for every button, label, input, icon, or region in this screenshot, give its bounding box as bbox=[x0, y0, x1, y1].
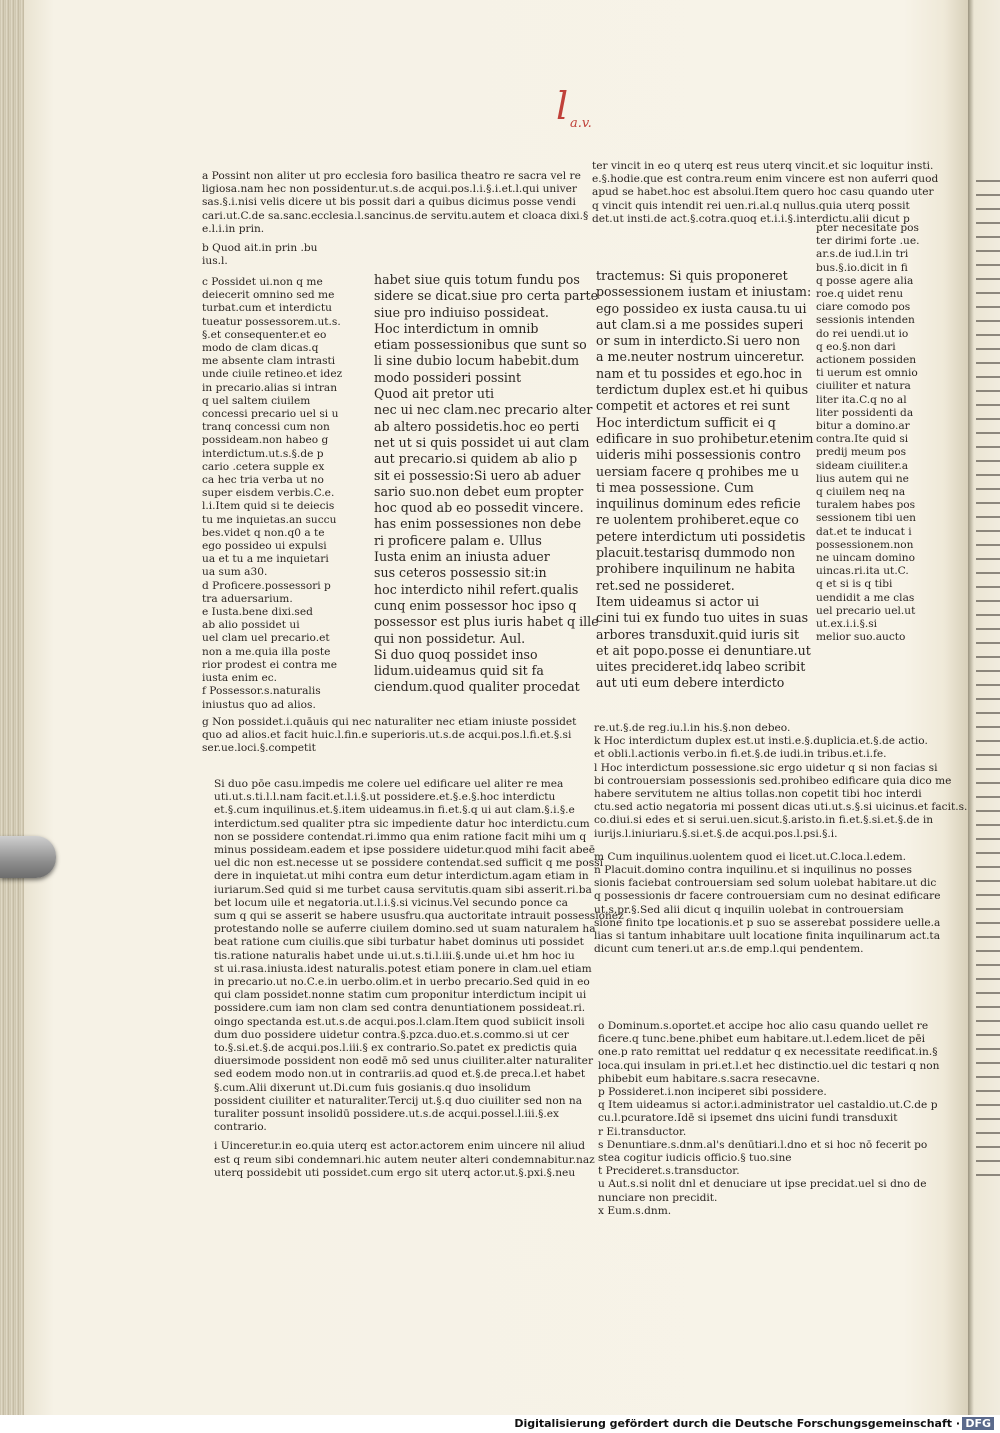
folio-sub: a.v. bbox=[570, 116, 592, 131]
text-line: phibebit eum habitare.s.sacra resecavne. bbox=[598, 1072, 820, 1085]
text-line: ut.ex.i.i.§.si bbox=[816, 618, 878, 631]
facing-line bbox=[976, 1048, 1000, 1050]
text-line: et ait popo.posse ei denuntiare.ut bbox=[596, 642, 811, 658]
facing-line bbox=[976, 180, 1000, 182]
text-line: terdictum duplex est.et hi quibus bbox=[596, 382, 809, 398]
gloss-line: apud se habet.hoc est absolui.Item quero hoc casu quando uter bbox=[592, 186, 934, 199]
text-line: bitur a domino.ar bbox=[816, 420, 910, 433]
text-column-a bbox=[374, 272, 599, 696]
text-line: ti uerum est omnio bbox=[816, 367, 918, 380]
facing-line bbox=[976, 908, 1000, 910]
text-line: cini tui ex fundo tuo uites in suas bbox=[596, 610, 809, 626]
text-line: re uolentem prohiberet.eque co bbox=[596, 512, 799, 528]
text-line: ut.s.pr.§.Sed alii dicut q inquilin uolebat in controuersiam bbox=[594, 903, 904, 916]
facing-line bbox=[976, 250, 1000, 252]
text-line: tis.ratione naturalis habet unde ui.ut.s.ti.l.iii.§.unde ui.et hm hoc iu bbox=[214, 949, 575, 962]
text-line: §.et consequenter.et eo bbox=[202, 328, 327, 341]
text-line: beat ratione cum ciuilis.que sibi turbatur habet dominus uti possidet bbox=[214, 936, 584, 949]
text-line: t Precideret.s.transductor. bbox=[598, 1165, 740, 1178]
text-line: x Eum.s.dnm. bbox=[598, 1204, 672, 1217]
text-line: rior prodest ei contra me bbox=[202, 658, 338, 671]
text-line: sideam ciuiliter.a bbox=[816, 459, 909, 472]
text-line: tractemus: Si quis proponeret bbox=[596, 268, 788, 283]
text-line: sum q qui se asserit se habere ususfru.qua auctoritate intrauit possessionez bbox=[214, 910, 624, 923]
text-line: co.diui.si edes et si serui.uen.sicut.§.aristo.in fi.et.§.si.et.§.de in bbox=[594, 814, 934, 827]
facing-line bbox=[976, 418, 1000, 420]
facing-line bbox=[976, 446, 1000, 448]
facing-line bbox=[976, 320, 1000, 322]
facing-line bbox=[976, 726, 1000, 728]
facing-line bbox=[976, 194, 1000, 196]
text-line: quo ad alios.et facit huic.l.fin.e superioris.ut.s.de acqui.pos.l.fi.et.§.si bbox=[202, 728, 572, 741]
gloss-line: det.ut insti.de act.§.cotra.quoq et.i.i.§.interdictu.alii dicut p bbox=[592, 212, 910, 225]
facing-line bbox=[976, 404, 1000, 406]
text-line: sit ei possessio:Si uero ab aduer bbox=[374, 467, 581, 483]
text-line: ego possideo ui expulsi bbox=[202, 540, 327, 553]
text-line: interdictum.ut.s.§.de p bbox=[202, 447, 324, 460]
facing-line bbox=[976, 768, 1000, 770]
text-line: protestando nolle se auferre ciuilem domino.sed ut suam naturalem ha bbox=[214, 923, 596, 936]
text-line: me absente clam intrasti bbox=[202, 355, 336, 368]
text-line: aut uti eum debere interdicto bbox=[596, 675, 785, 691]
text-line: uendidit a me clas bbox=[816, 591, 915, 604]
text-line: f Possessor.s.naturalis bbox=[202, 685, 321, 698]
text-line: q eo.§.non dari bbox=[816, 340, 896, 353]
text-line: Iusta enim an iniusta aduer bbox=[374, 549, 550, 565]
text-line: interdictum.sed qualiter ptra sic impediente datur hoc interdictu.cum bbox=[214, 817, 590, 830]
text-line: ne uincam domino bbox=[816, 552, 915, 565]
text-line: sario suo.non debet eum propter bbox=[374, 483, 584, 499]
text-line: melior suo.aucto bbox=[816, 631, 906, 644]
facing-line bbox=[976, 572, 1000, 574]
text-line: ca hec tria verba ut no bbox=[202, 474, 324, 487]
text-line: ua et tu a me inquietari bbox=[202, 553, 329, 566]
text-line: dicunt cum teneri.ut ar.s.de emp.l.qui pendentem. bbox=[594, 943, 864, 956]
text-line: bes.videt q non.q0 a te bbox=[202, 526, 325, 539]
text-line: Quod ait pretor uti bbox=[374, 386, 495, 402]
text-line: possessionem iustam et iniustam: bbox=[596, 284, 812, 300]
facing-line bbox=[976, 614, 1000, 616]
text-line: possident ciuiliter et naturaliter.Tercij ut.§.q duo ciuiliter sed non na bbox=[214, 1094, 583, 1107]
text-line: prohibere inquilinum ne habita bbox=[596, 561, 796, 577]
text-line: super eisdem verbis.C.e. bbox=[202, 487, 335, 500]
text-line: turalem habes pos bbox=[816, 499, 916, 512]
facing-line bbox=[976, 348, 1000, 350]
text-line: tu me inquietas.an succu bbox=[202, 513, 337, 526]
text-line: bus.§.io.dicit in fi bbox=[816, 261, 908, 274]
text-line: modo de clam dicas.q bbox=[202, 342, 319, 355]
gloss-top-left bbox=[202, 170, 589, 268]
footer-credit: Digitalisierung gefördert durch die Deutsche Forschungsgemeinschaft · bbox=[514, 1417, 960, 1430]
text-line: qui clam possidet.nonne statim cum proponitur interdictum incipit ui bbox=[214, 989, 587, 1002]
text-line: uel clam uel precario.et bbox=[202, 632, 330, 645]
text-line: bi controuersiam possessionis sed.prohibeo edificare quia dico me bbox=[594, 774, 952, 787]
gloss-bottom-left bbox=[214, 778, 624, 1180]
text-line: re.ut.§.de reg.iu.l.in his.§.non debeo. bbox=[594, 722, 791, 734]
facing-line bbox=[976, 1118, 1000, 1120]
text-line: q et si is q tibi bbox=[816, 578, 893, 591]
text-line: cunq enim possessor hoc ipso q bbox=[374, 597, 577, 613]
text-line: oingo spectanda est.ut.s.de acqui.pos.l.clam.Item quod subiicit insoli bbox=[214, 1015, 585, 1028]
text-line: uincas.ri.ita ut.C. bbox=[816, 565, 909, 578]
text-line: Si duo pōe casu.impedis me colere uel edificare uel aliter re mea bbox=[214, 778, 564, 790]
facing-line bbox=[976, 334, 1000, 336]
text-line: ser.ue.loci.§.competit bbox=[202, 742, 316, 755]
text-line: ret.sed ne possideret. bbox=[596, 577, 735, 593]
text-line: or sum in interdicto.Si uero non bbox=[596, 333, 801, 349]
text-line: roe.q uidet renu bbox=[816, 288, 904, 301]
facing-line bbox=[976, 1160, 1000, 1162]
text-line: diuersimode possident non eodē mō sed unus ciuiliter.alter naturaliter bbox=[214, 1055, 594, 1068]
text-line: modo possideri possint bbox=[374, 369, 522, 385]
facing-line bbox=[976, 950, 1000, 952]
facing-line bbox=[976, 670, 1000, 672]
facing-line bbox=[976, 586, 1000, 588]
text-line: cu.l.pcuratore.Idē si ipsemet dns uicini fundi transduxit bbox=[598, 1112, 898, 1125]
facing-line bbox=[976, 992, 1000, 994]
text-line: liter ita.C.q no al bbox=[816, 393, 907, 406]
facing-line bbox=[976, 432, 1000, 434]
facing-line bbox=[976, 236, 1000, 238]
text-line: Item uideamus si actor ui bbox=[596, 593, 759, 609]
facing-line bbox=[976, 600, 1000, 602]
text-line: iuriarum.Sed quid si me turbet causa servitutis.quam sibi asserit.ri.ba bbox=[214, 883, 592, 896]
text-line: nec ui nec clam.nec precario alter bbox=[374, 402, 593, 418]
gloss-bottom-right bbox=[598, 1020, 938, 1218]
text-line: l.i.Item quid si te deiecis bbox=[202, 500, 335, 513]
text-line: in precario.ut no.C.e.in uerbo.olim.et in uerbo precario.Sed quid in eo bbox=[214, 976, 590, 989]
text-line: est q reum sibi condemnari.hic autem neuter alteri condemnabitur.naz bbox=[214, 1153, 595, 1166]
text-line: Hoc interdictum sufficit ei q bbox=[596, 414, 776, 430]
gloss-line: ligiosa.nam hec non possidentur.ut.s.de acqui.pos.l.i.§.i.et.l.qui univer bbox=[202, 183, 577, 196]
facing-line bbox=[976, 1062, 1000, 1064]
text-line: unde ciuile retineo.et idez bbox=[202, 368, 343, 381]
facing-line bbox=[976, 642, 1000, 644]
facing-line bbox=[976, 964, 1000, 966]
facing-line bbox=[976, 306, 1000, 308]
text-line: iurijs.l.iniuriaru.§.si.et.§.de acqui.pos.l.psi.§.i. bbox=[594, 827, 838, 840]
text-line: contrario. bbox=[214, 1121, 267, 1134]
text-line: ctu.sed actio negatoria mi possent dicas uti.ut.s.§.si uicinus.et facit.s. bbox=[594, 801, 968, 814]
facing-line bbox=[976, 796, 1000, 798]
text-line: sionis faciebat controuersiam sed solum uolebat habitare.ut dic bbox=[594, 877, 937, 890]
gloss-line: a Possint non aliter ut pro ecclesia foro basilica theatro re sacra vel re bbox=[202, 170, 581, 182]
gloss-mid-right bbox=[594, 722, 968, 956]
facing-line bbox=[976, 558, 1000, 560]
text-line: edificare in suo prohibetur.etenim bbox=[596, 430, 814, 446]
folio-mark bbox=[544, 84, 624, 140]
text-line: u Aut.s.si nolit dnl et denuciare ut ipse precidat.uel si dno de bbox=[598, 1178, 927, 1191]
gloss-line: cari.ut.C.de sa.sanc.ecclesia.l.sancinus.de servitu.autem et cloaca dixi.§ bbox=[202, 209, 589, 222]
text-line: p Possideret.i.non inciperet sibi possidere. bbox=[598, 1086, 827, 1099]
text-line: hoc interdicto nihil refert.qualis bbox=[374, 581, 579, 597]
text-line: d Proficere.possessori p bbox=[202, 579, 331, 592]
text-line: has enim possessiones non debe bbox=[374, 516, 582, 532]
facing-line bbox=[976, 628, 1000, 630]
gloss-line: ius.l. bbox=[202, 255, 228, 268]
facing-line bbox=[976, 1090, 1000, 1092]
text-line: pter necesitate pos bbox=[816, 222, 919, 234]
text-line: q uel saltem ciuilem bbox=[202, 394, 311, 407]
text-line: tranq concessi cum non bbox=[202, 421, 330, 434]
page-clip bbox=[0, 836, 56, 878]
text-line: habere servitutem ne altius tollas.non copetit tibi hoc interdi bbox=[594, 788, 922, 801]
text-line: inquilinus dominum edes reficie bbox=[596, 496, 801, 512]
facing-line bbox=[976, 502, 1000, 504]
text-line: l Hoc interdictum possessione.sic ergo uidetur q si non facias si bbox=[594, 761, 938, 774]
text-line: cario .cetera supple ex bbox=[202, 460, 325, 473]
text-line: ficere.q tunc.bene.phibet eum habitare.ut.l.edem.licet de pēi bbox=[598, 1033, 925, 1046]
text-line: sed eodem modo non.ut in contrariis.ad quod et.§.de preca.l.et habet bbox=[214, 1068, 586, 1081]
text-line: in precario.alias si intran bbox=[202, 381, 338, 394]
footer-bar bbox=[0, 1415, 1000, 1433]
text-line: ab altero possidetis.hoc eo perti bbox=[374, 418, 580, 434]
facing-line bbox=[976, 208, 1000, 210]
text-line: sidere se dicat.siue pro certa parte bbox=[374, 288, 599, 304]
text-line: ciuiliter et natura bbox=[816, 380, 911, 393]
facing-line bbox=[976, 754, 1000, 756]
text-line: etiam possessionibus que sunt so bbox=[374, 337, 587, 353]
facing-line bbox=[976, 530, 1000, 532]
text-line: c Possidet ui.non q me bbox=[202, 276, 323, 288]
facing-line bbox=[976, 516, 1000, 518]
text-line: possidere.cum iam non clam sed contra denuntiationem possideat.ri. bbox=[214, 1002, 586, 1015]
text-line: stea cogitur iudicis officio.§ tuo.sine bbox=[598, 1152, 792, 1165]
text-line: non a me.quia illa poste bbox=[202, 645, 331, 658]
facing-line bbox=[976, 362, 1000, 364]
text-line: habet siue quis totum fundu pos bbox=[374, 272, 580, 287]
text-line: one.p rato remittat uel reddatur q ex necessitate reedificat.in.§ bbox=[598, 1046, 938, 1059]
text-line: ter dirimi forte .ue. bbox=[816, 235, 920, 248]
gloss-line: b Quod ait.in prin .bu bbox=[202, 242, 318, 255]
facing-line bbox=[976, 894, 1000, 896]
text-line: liter possidenti da bbox=[816, 406, 914, 419]
facing-line bbox=[976, 1132, 1000, 1134]
text-line: uti.ut.s.ti.l.l.nam facit.et.l.i.§.ut possidere.et.§.e.§.hoc interdictu bbox=[214, 791, 556, 804]
text-line: q possessionis dr facere controuersiam cum no desinat edificare bbox=[594, 890, 941, 903]
text-line: competit et actores et rei sunt bbox=[596, 398, 790, 414]
text-line: aut clam.si a me possides superi bbox=[596, 316, 804, 332]
text-line: possessionem.non bbox=[816, 538, 914, 551]
gloss-line: e.§.hodie.que est contra.reum enim vincere est non auferri quod bbox=[592, 173, 939, 186]
text-line: r Ei.transductor. bbox=[598, 1125, 687, 1138]
text-line: siue pro indiuiso possideat. bbox=[374, 304, 549, 320]
text-line: m Cum inquilinus.uolentem quod ei licet.ut.C.loca.l.edem. bbox=[594, 850, 906, 863]
facing-line bbox=[976, 712, 1000, 714]
facing-line bbox=[976, 376, 1000, 378]
text-line: n Placuit.domino contra inquilinu.et si inquilinus no posses bbox=[594, 864, 912, 877]
text-line: turaliter possunt insolidū possidere.ut.s.de acqui.possel.l.iii.§.ex bbox=[214, 1108, 559, 1121]
facing-line bbox=[976, 1020, 1000, 1022]
text-line: i Uinceretur.in eo.quia uterq est actor.actorem enim uincere nil aliud bbox=[214, 1140, 586, 1153]
text-line: aut precario.si quidem ab alio p bbox=[374, 451, 578, 467]
text-line: sus ceteros possessio sit:in bbox=[374, 565, 547, 581]
text-line: uideris mihi possessionis contro bbox=[596, 447, 801, 463]
text-line: li sine dubio locum habebit.dum bbox=[374, 353, 580, 369]
text-line: o Dominum.s.oportet.et accipe hoc alio casu quando uellet re bbox=[598, 1020, 929, 1032]
facing-line bbox=[976, 222, 1000, 224]
text-line: uel precario uel.ut bbox=[816, 604, 916, 617]
text-line: non se possidere contendat.ri.immo qua enim ratione facit mihi um q bbox=[214, 830, 587, 843]
text-line: ri proficere palam e. Ullus bbox=[374, 532, 542, 548]
facing-line bbox=[976, 740, 1000, 742]
text-line: ab alio possidet ui bbox=[202, 619, 300, 632]
text-line: bet locum uile et negatoria.ut.l.i.§.si vicinus.Vel secundo ponce ca bbox=[214, 896, 568, 909]
facing-line bbox=[976, 852, 1000, 854]
text-line: hoc quod ab eo possedit vincere. bbox=[374, 500, 584, 516]
text-line: ar.s.de iud.l.in tri bbox=[816, 248, 909, 261]
text-line: do rei uendi.ut io bbox=[816, 327, 909, 340]
text-line: sione finito tpe locationis.et p suo se asserebat possidere uelle.a bbox=[594, 916, 941, 929]
facing-line bbox=[976, 1034, 1000, 1036]
text-line: iusta enim ec. bbox=[202, 672, 278, 685]
facing-line bbox=[976, 866, 1000, 868]
facing-line bbox=[976, 474, 1000, 476]
facing-line bbox=[976, 390, 1000, 392]
text-line: uterq possidebit uti possidet.cum ergo sit uterq actor.ut.§.pxi.§.neu bbox=[214, 1166, 576, 1179]
text-line: actionem possiden bbox=[816, 354, 917, 367]
facing-line bbox=[976, 278, 1000, 280]
gloss-line: sas.§.i.nisi velis dicere ut bis possit dari a quibus dicimus posse vendi bbox=[202, 196, 576, 209]
facing-line bbox=[976, 782, 1000, 784]
facing-line bbox=[976, 810, 1000, 812]
facing-line bbox=[976, 488, 1000, 490]
text-line: to.§.si.et.§.de acqui.pos.l.iii.§ ex contrario.So.patet ex predictis quia bbox=[214, 1042, 578, 1055]
text-line: ciare comodo pos bbox=[816, 301, 911, 314]
facing-line bbox=[976, 1104, 1000, 1106]
text-line: e Iusta.bene dixi.sed bbox=[202, 606, 313, 619]
text-line: uites precideret.idq labeo scribit bbox=[596, 659, 806, 675]
text-line: uel dic non est.necesse ut se possidere contendat.sed sufficit q me possi bbox=[214, 857, 603, 870]
text-line: possideam.non habeo g bbox=[202, 434, 329, 447]
facing-line bbox=[976, 656, 1000, 658]
text-line: Si duo quoq possidet inso bbox=[374, 646, 538, 662]
text-column-b bbox=[596, 268, 814, 692]
facing-line bbox=[976, 838, 1000, 840]
gloss-top-right bbox=[592, 160, 939, 226]
text-line: q Item uideamus si actor.i.administrator uel castaldio.ut.C.de p bbox=[598, 1099, 938, 1112]
text-line: net ut si quis possidet ui aut clam bbox=[374, 434, 590, 450]
text-line: sessionis intenden bbox=[816, 314, 915, 327]
facing-line bbox=[976, 880, 1000, 882]
text-line: petere interdictum uti possidetis bbox=[596, 528, 806, 544]
text-line: k Hoc interdictum duplex est.ut insti.e.§.duplicia.et.§.de actio. bbox=[594, 735, 928, 748]
facing-line bbox=[976, 684, 1000, 686]
text-line: arbores transduxit.quid iuris sit bbox=[596, 626, 800, 642]
facing-line bbox=[976, 698, 1000, 700]
text-line: uersiam facere q prohibes me u bbox=[596, 463, 800, 479]
dfg-logo: DFG bbox=[962, 1417, 994, 1430]
text-line: sessionem tibi uen bbox=[816, 512, 916, 525]
text-line: g Non possidet.i.quāuis qui nec naturaliter nec etiam iniuste possidet bbox=[202, 715, 577, 728]
facing-line bbox=[976, 460, 1000, 462]
text-line: minus possideam.eadem et ipse possidere uidetur.quod mihi facit abeē bbox=[214, 844, 596, 857]
text-line: §.cum.Alii dixerunt ut.Di.cum fuis gosianis.q duo insolidum bbox=[214, 1081, 531, 1094]
text-line: concessi precario uel si u bbox=[202, 408, 339, 421]
gloss-line: ter vincit in eo q uterq est reus uterq vincit.et sic loquitur insti. bbox=[592, 160, 934, 172]
text-line: nunciare non precidit. bbox=[598, 1191, 718, 1204]
text-line: dere in inquietat.ut mihi contra eum detur interdictum.agam etiam in bbox=[214, 870, 589, 883]
facing-line bbox=[976, 1174, 1000, 1176]
text-line: q ciuilem neq na bbox=[816, 486, 906, 499]
text-line: nam et tu possides et ego.hoc in bbox=[596, 365, 803, 381]
text-line: ego possideo ex iusta causa.tu ui bbox=[596, 300, 807, 316]
gloss-right-column bbox=[816, 222, 926, 645]
text-line: turbat.cum et interdictu bbox=[202, 302, 332, 315]
text-line: placuit.testarisq dummodo non bbox=[596, 545, 796, 561]
text-line: lius autem qui ne bbox=[816, 472, 909, 485]
facing-page-edge bbox=[968, 0, 1000, 1415]
text-line: q posse agere alia bbox=[816, 274, 914, 287]
facing-line bbox=[976, 1076, 1000, 1078]
manuscript-page bbox=[24, 0, 969, 1415]
text-line: qui non possidetur. Aul. bbox=[374, 630, 526, 646]
facing-line bbox=[976, 292, 1000, 294]
gloss-line: e.l.i.in prin. bbox=[202, 222, 265, 235]
facing-line bbox=[976, 1006, 1000, 1008]
text-line: iniustus quo ad alios. bbox=[202, 698, 316, 711]
text-line: tueatur possessorem.ut.s. bbox=[202, 315, 341, 328]
folio-number: l bbox=[556, 84, 569, 128]
text-line: ua sum a30. bbox=[202, 566, 268, 579]
text-line: s Denuntiare.s.dnm.al's denūtiari.l.dno et si hoc nō fecerit po bbox=[598, 1138, 928, 1151]
text-line: contra.Ite quid si bbox=[816, 433, 909, 446]
facing-line bbox=[976, 264, 1000, 266]
facing-line bbox=[976, 936, 1000, 938]
text-line: Hoc interdictum in omnib bbox=[374, 320, 539, 336]
text-line: deiecerit omnino sed me bbox=[202, 289, 335, 302]
text-line: st ui.rasa.iniusta.idest naturalis.potest etiam ponere in clam.uel etiam bbox=[214, 962, 592, 975]
text-line: dum duo possidere uidetur contra.§.pzca.duo.et.s.commo.si ut cer bbox=[214, 1028, 569, 1041]
text-line: tra aduersarium. bbox=[202, 592, 293, 605]
text-line: lias si tantum inhabitare uult locatione finita inquilinarum act.ta bbox=[594, 930, 941, 943]
gloss-line: q vincit quis intendit rei uen.ri.al.q nullus.quia uterq possit bbox=[592, 199, 910, 212]
text-line: lidum.uideamus quid sit fa bbox=[374, 663, 544, 679]
facing-line bbox=[976, 824, 1000, 826]
facing-line bbox=[976, 544, 1000, 546]
text-line: ti mea possessione. Cum bbox=[596, 479, 754, 495]
text-line: et obli.l.actionis verbo.in fi.et.§.de iudi.in tribus.et.i.fe. bbox=[594, 748, 887, 761]
facing-line bbox=[976, 978, 1000, 980]
text-line: a me.neuter nostrum uinceretur. bbox=[596, 349, 805, 365]
text-line: ciendum.quod qualiter procedat bbox=[374, 679, 580, 695]
facing-line bbox=[976, 1146, 1000, 1148]
text-line: loca.qui insulam in pri.et.l.et hec distinctio.uel dic testari q non bbox=[598, 1059, 940, 1072]
text-line: predij meum pos bbox=[816, 446, 907, 459]
text-line: possessor est plus iuris habet q ille bbox=[374, 614, 599, 630]
text-line: et.§.cum inquilinus.et.§.item uideamus.in fi.et.§.q ui aut clam.§.i.§.e bbox=[214, 804, 575, 817]
facing-line bbox=[976, 922, 1000, 924]
text-line: dat.et te inducat i bbox=[816, 525, 912, 538]
